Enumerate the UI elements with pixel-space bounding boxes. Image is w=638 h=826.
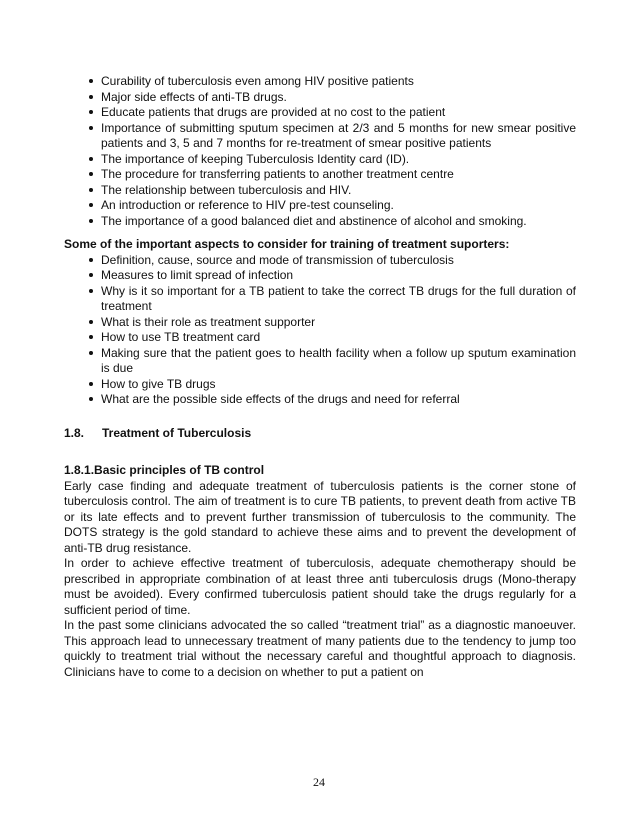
- subsection-title: Basic principles of TB control: [94, 463, 265, 477]
- list-item: Making sure that the patient goes to health facility when a follow up sputum examination is due: [101, 345, 576, 375]
- section-number: 1.8.: [64, 425, 85, 440]
- page-content: [64, 74, 576, 680]
- list-item: What are the possible side effects of the drugs and need for referral: [101, 392, 460, 406]
- list-item: The importance of a good balanced diet and abstinence of alcohol and smoking.: [101, 213, 527, 228]
- patient-education-list: [64, 74, 576, 229]
- list-item: The relationship between tuberculosis and HIV.: [101, 182, 352, 197]
- list-item: How to use TB treatment card: [101, 330, 261, 344]
- list-item: Major side effects of anti-TB drugs.: [101, 89, 287, 104]
- paragraph: In order to achieve effective treatment of tuberculosis, adequate chemotherapy should be prescribed in appropriate combination of at least three anti tuberculosis drugs (Mono-therapy must be avoided). Every confirmed tuberculosis patient should take the drugs regularly for a sufficient period of time.: [64, 556, 576, 617]
- list-item: Measures to limit spread of infection: [101, 268, 294, 282]
- list-item: Importance of submitting sputum specimen at 2/3 and 5 months for new smear positive patients and 3, 5 and 7 months for re-treatment of smear positive patients: [101, 120, 576, 150]
- list-item: Definition, cause, source and mode of transmission of tuberculosis: [101, 252, 454, 267]
- list-item: An introduction or reference to HIV pre-test counseling.: [101, 198, 394, 212]
- list-item: Curability of tuberculosis even among HIV positive patients: [101, 74, 414, 88]
- list-item: How to give TB drugs: [101, 376, 216, 391]
- subsection-number: 1.8.1.: [64, 463, 95, 477]
- supporters-heading: Some of the important aspects to consider for training of treatment suporters:: [64, 237, 510, 251]
- list-item: The procedure for transferring patients to another treatment centre: [101, 167, 454, 181]
- supporters-training-list: [64, 253, 576, 408]
- section-title: Treatment of Tuberculosis: [102, 425, 252, 440]
- list-item: Educate patients that drugs are provided at no cost to the patient: [101, 105, 446, 119]
- paragraph: In the past some clinicians advocated the so called “treatment trial” as a diagnostic manoeuver. This approach lead to unnecessary treatment of many patients due to the tendency to jump too quickly to treatment trial without the necessary careful and thoughtful approach to diagnosis. Clinicians have to come to a decision on whether to put a patient on: [64, 618, 576, 679]
- list-item: The importance of keeping Tuberculosis Identity card (ID).: [101, 151, 410, 166]
- section-heading: [64, 426, 576, 442]
- page-number: 24: [313, 775, 325, 789]
- paragraph: Early case finding and adequate treatment of tuberculosis patients is the corner stone of tuberculosis control. The aim of treatment is to cure TB patients, to prevent death from active TB or its late effects and to prevent further transmission of tuberculosis to the community. The DOTS strategy is the gold standard to achieve these aims and to prevent the development of anti-TB drug resistance.: [64, 478, 576, 555]
- list-item: What is their role as treatment supporter: [101, 314, 316, 329]
- list-item: Why is it so important for a TB patient to take the correct TB drugs for the full duration of treatment: [101, 283, 576, 313]
- subsection-heading: [64, 463, 576, 479]
